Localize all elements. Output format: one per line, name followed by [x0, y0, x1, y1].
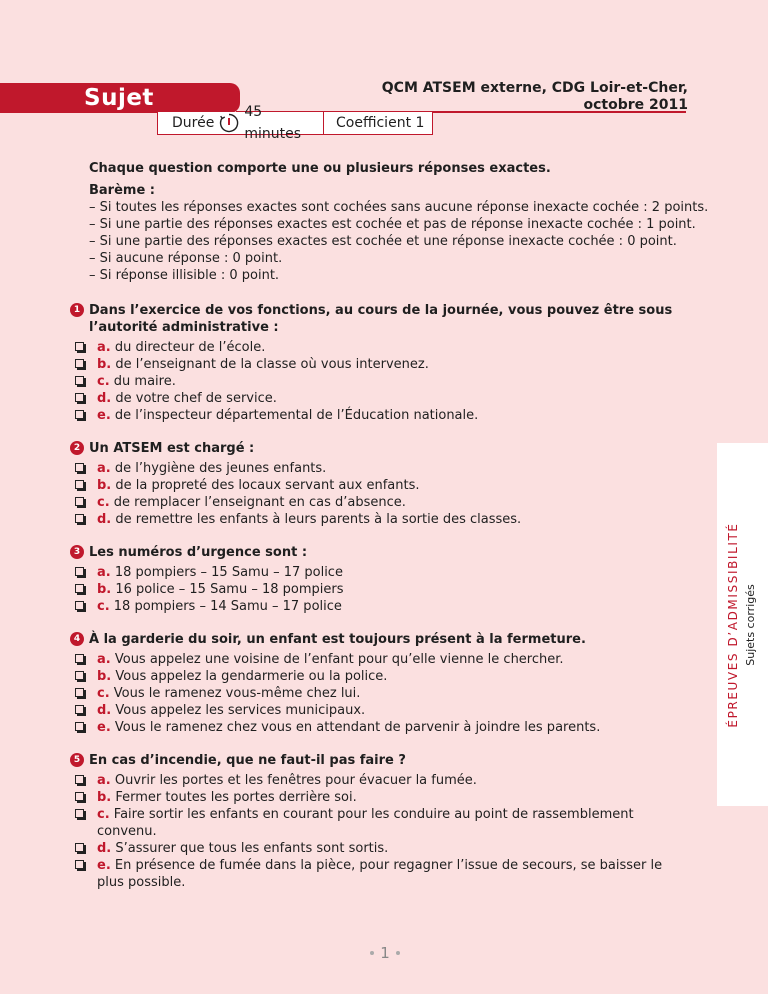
checkbox-icon[interactable]: [75, 497, 84, 506]
answer-option[interactable]: [75, 356, 689, 373]
answer-letter: b.: [97, 357, 112, 372]
question-heading: [70, 631, 689, 648]
question-text: Dans l’exercice de vos fonctions, au cours de la journée, vous pouvez être sous l’autorité administrative :: [89, 303, 673, 335]
question-2: [73, 440, 689, 528]
checkbox-icon[interactable]: [75, 359, 84, 368]
coefficient: Coefficient 1: [336, 115, 425, 131]
bareme-rule: – Si toutes les réponses exactes sont cochées sans aucune réponse inexacte cochée : 2 points.: [89, 200, 709, 215]
answer-text: Vous appelez la gendarmerie ou la police.: [111, 669, 388, 684]
answer-option[interactable]: [75, 390, 689, 407]
answer-letter: b.: [97, 478, 112, 493]
checkbox-icon[interactable]: [75, 393, 84, 402]
answer-text: de l’hygiène des jeunes enfants.: [110, 461, 327, 476]
exam-title-line1: QCM ATSEM externe, CDG Loir-et-Cher,: [381, 80, 688, 96]
answer-text: Vous appelez les services municipaux.: [111, 703, 366, 718]
answer-letter: c.: [97, 807, 110, 822]
answer-option[interactable]: [75, 789, 689, 806]
question-4: [73, 631, 689, 736]
answer-option[interactable]: [75, 494, 689, 511]
footer-dot: [370, 951, 374, 955]
answer-option[interactable]: [75, 857, 689, 891]
answer-letter: b.: [97, 669, 112, 684]
answer-option[interactable]: [75, 772, 689, 789]
bareme-rule: – Si réponse illisible : 0 point.: [89, 268, 280, 283]
answer-option[interactable]: [75, 668, 689, 685]
answer-option[interactable]: [75, 598, 689, 615]
checkbox-icon[interactable]: [75, 860, 84, 869]
bareme-rule: – Si aucune réponse : 0 point.: [89, 251, 283, 266]
answer-option[interactable]: [75, 685, 689, 702]
question-number-badge: 4: [70, 632, 84, 646]
question-heading: [70, 302, 689, 336]
clock-icon: [218, 112, 240, 134]
exam-content: [73, 160, 709, 891]
checkbox-icon[interactable]: [75, 410, 84, 419]
answer-letter: e.: [97, 858, 111, 873]
answer-text: Faire sortir les enfants en courant pour les conduire au point de rassemblement convenu.: [97, 807, 634, 839]
side-tab-text: [724, 522, 760, 727]
answer-option[interactable]: [75, 339, 689, 356]
answer-option[interactable]: [75, 373, 689, 390]
answer-option[interactable]: [75, 702, 689, 719]
answer-letter: d.: [97, 703, 112, 718]
answer-text: Ouvrir les portes et les fenêtres pour évacuer la fumée.: [110, 773, 477, 788]
answer-text: S’assurer que tous les enfants sont sortis.: [111, 841, 389, 856]
answer-text: de la propreté des locaux servant aux enfants.: [111, 478, 420, 493]
checkbox-icon[interactable]: [75, 601, 84, 610]
answer-list: [75, 651, 689, 736]
question-text: À la garderie du soir, un enfant est toujours présent à la fermeture.: [89, 632, 586, 647]
question-text: En cas d’incendie, que ne faut-il pas faire ?: [89, 753, 406, 768]
answer-list: [75, 339, 689, 424]
question-number-badge: 2: [70, 441, 84, 455]
exam-info-box: [157, 104, 433, 142]
checkbox-icon[interactable]: [75, 480, 84, 489]
exam-title: [348, 80, 688, 114]
question-5: [73, 752, 689, 891]
answer-option[interactable]: [75, 719, 689, 736]
coefficient-cell: [324, 112, 432, 134]
answer-letter: b.: [97, 790, 112, 805]
question-1: [73, 302, 689, 424]
duration-cell: [158, 104, 324, 142]
answer-text: de remettre les enfants à leurs parents à la sortie des classes.: [111, 512, 522, 527]
duration-label: Durée: [172, 115, 215, 131]
checkbox-icon[interactable]: [75, 705, 84, 714]
footer-dot: [396, 951, 400, 955]
bareme-rule: – Si une partie des réponses exactes est cochée et une réponse inexacte cochée : 0 point.: [89, 234, 677, 249]
answer-option[interactable]: [75, 564, 689, 581]
question-number-badge: 5: [70, 753, 84, 767]
answer-list: [75, 772, 689, 891]
answer-text: de l’enseignant de la classe où vous intervenez.: [111, 357, 429, 372]
answer-letter: d.: [97, 512, 112, 527]
answer-letter: c.: [97, 374, 110, 389]
answer-text: Vous le ramenez vous-même chez lui.: [109, 686, 361, 701]
intro-statement: Chaque question comporte une ou plusieurs réponses exactes.: [89, 161, 551, 176]
answer-text: 18 pompiers – 14 Samu – 17 police: [109, 599, 342, 614]
question-heading: [70, 440, 689, 457]
question-number-badge: 1: [70, 303, 84, 317]
answer-option[interactable]: [75, 840, 689, 857]
answer-list: [75, 460, 689, 528]
checkbox-icon[interactable]: [75, 775, 84, 784]
answer-text: Vous appelez une voisine de l’enfant pour qu’elle vienne le chercher.: [110, 652, 564, 667]
question-heading: [70, 544, 689, 561]
answer-text: du directeur de l’école.: [110, 340, 266, 355]
answer-letter: b.: [97, 582, 112, 597]
answer-option[interactable]: [75, 511, 689, 528]
checkbox-icon[interactable]: [75, 809, 84, 818]
answer-letter: c.: [97, 686, 110, 701]
answer-text: de remplacer l’enseignant en cas d’absence.: [109, 495, 406, 510]
checkbox-icon[interactable]: [75, 688, 84, 697]
checkbox-icon[interactable]: [75, 514, 84, 523]
answer-text: 18 pompiers – 15 Samu – 17 police: [110, 565, 343, 580]
question-text: Un ATSEM est chargé :: [89, 441, 255, 456]
checkbox-icon[interactable]: [75, 792, 84, 801]
question-text: Les numéros d’urgence sont :: [89, 545, 308, 560]
answer-text: 16 police – 15 Samu – 18 pompiers: [111, 582, 344, 597]
side-tab-title: ÉPREUVES D’ADMISSIBILITÉ: [726, 522, 740, 728]
checkbox-icon[interactable]: [75, 376, 84, 385]
answer-letter: d.: [97, 391, 112, 406]
answer-text: En présence de fumée dans la pièce, pour regagner l’issue de secours, se baisser le plus possible.: [97, 858, 663, 890]
checkbox-icon[interactable]: [75, 567, 84, 576]
duration-value: 45 minutes: [244, 104, 301, 142]
answer-list: [75, 564, 689, 615]
answer-option[interactable]: [75, 581, 689, 598]
answer-option[interactable]: [75, 407, 689, 424]
answer-letter: a.: [97, 461, 111, 476]
answer-text: du maire.: [109, 374, 176, 389]
answer-letter: a.: [97, 565, 111, 580]
answer-text: Vous le ramenez chez vous en attendant de parvenir à joindre les parents.: [110, 720, 601, 735]
answer-option[interactable]: [75, 477, 689, 494]
answer-text: de votre chef de service.: [111, 391, 277, 406]
page-number: 1: [380, 944, 390, 962]
answer-option[interactable]: [75, 651, 689, 668]
exam-title-line2: octobre 2011: [583, 97, 688, 113]
answer-letter: a.: [97, 773, 111, 788]
answer-letter: a.: [97, 652, 111, 667]
answer-letter: c.: [97, 599, 110, 614]
answer-letter: e.: [97, 720, 111, 735]
answer-letter: a.: [97, 340, 111, 355]
question-number-badge: 3: [70, 545, 84, 559]
checkbox-icon[interactable]: [75, 654, 84, 663]
question-heading: [70, 752, 689, 769]
answer-letter: e.: [97, 408, 111, 423]
checkbox-icon[interactable]: [75, 584, 84, 593]
checkbox-icon[interactable]: [75, 843, 84, 852]
page-footer: [360, 944, 410, 962]
checkbox-icon[interactable]: [75, 463, 84, 472]
question-3: [73, 544, 689, 615]
checkbox-icon[interactable]: [75, 671, 84, 680]
checkbox-icon[interactable]: [75, 342, 84, 351]
checkbox-icon[interactable]: [75, 722, 84, 731]
section-label: Sujet: [84, 85, 154, 111]
answer-option[interactable]: [75, 460, 689, 477]
answer-option[interactable]: [75, 806, 689, 840]
bareme-rule: – Si une partie des réponses exactes est cochée et pas de réponse inexacte cochée : 1 point.: [89, 217, 696, 232]
answer-text: de l’inspecteur départemental de l’Éducation nationale.: [110, 408, 479, 423]
answer-letter: c.: [97, 495, 110, 510]
answer-text: Fermer toutes les portes derrière soi.: [111, 790, 357, 805]
bareme-title: Barème :: [89, 183, 155, 198]
side-tab-subtitle: Sujets corrigés: [744, 584, 757, 666]
answer-letter: d.: [97, 841, 112, 856]
